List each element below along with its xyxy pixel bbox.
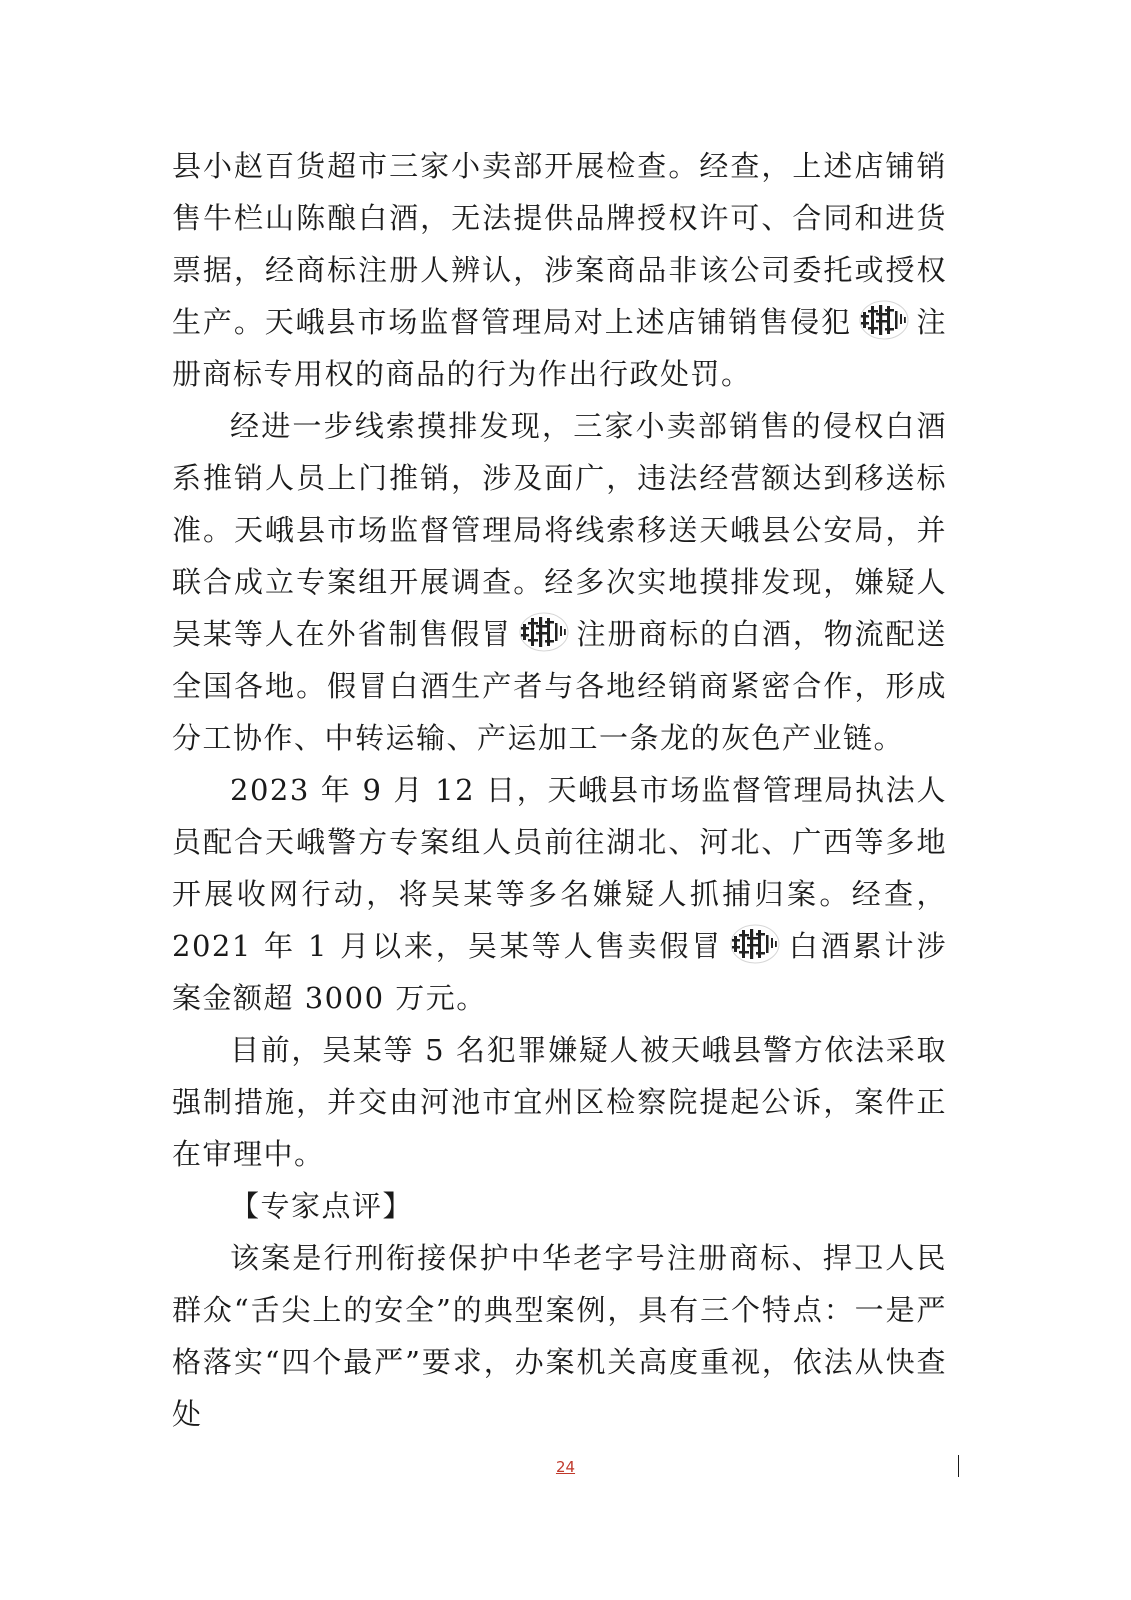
page-number: 24 xyxy=(555,1458,576,1476)
paragraph-text: 【专家点评】 xyxy=(230,1189,414,1223)
paragraph xyxy=(172,140,947,400)
paragraph xyxy=(172,1024,947,1180)
paragraph-text: 白酒累计涉案金额超 3000 万元。 xyxy=(172,929,947,1015)
paragraph xyxy=(172,1232,947,1440)
paragraph-text: 2023 年 9 月 12 日，天峨县市场监督管理局执法人员配合天峨警方专案组人员前往湖北、河北、广西等多地开展收网行动，将吴某等多名嫌疑人抓捕归案。经查，2021 年 1 月以来，吴某等人售卖假冒 xyxy=(172,773,947,963)
paragraph-text: 注册商标的白酒，物流配送全国各地。假冒白酒生产者与各地经销商紧密合作，形成分工协作、中转运输、产运加工一条龙的灰色产业链。 xyxy=(172,617,947,755)
trademark-logo-icon xyxy=(729,924,781,964)
body-text xyxy=(172,140,947,1440)
paragraph-text: 县小赵百货超市三家小卖部开展检查。经查，上述店铺销售牛栏山陈酿白酒，无法提供品牌授权许可、合同和进货票据，经商标注册人辨认，涉案商品非该公司委托或授权生产。天峨县市场监督管理局对上述店铺销售侵犯 xyxy=(172,149,947,339)
paragraph-text: 经进一步线索摸排发现，三家小卖部销售的侵权白酒系推销人员上门推销，涉及面广，违法经营额达到移送标准。天峨县市场监督管理局将线索移送天峨县公安局，并联合成立专案组开展调查。经多次实地摸排发现，嫌疑人吴某等人在外省制售假冒 xyxy=(172,409,947,651)
paragraph-text: 该案是行刑衔接保护中华老字号注册商标、捍卫人民群众“舌尖上的安全”的典型案例，具有三个特点：一是严格落实“四个最严”要求，办案机关高度重视，依法从快查处 xyxy=(172,1241,947,1431)
paragraph xyxy=(172,764,947,1024)
trademark-logo-icon xyxy=(858,300,910,340)
paragraph-text: 目前，吴某等 5 名犯罪嫌疑人被天峨县警方依法采取强制措施，并交由河池市宜州区检察院提起公诉，案件正在审理中。 xyxy=(172,1033,947,1171)
margin-mark xyxy=(958,1455,959,1477)
paragraph xyxy=(172,1180,947,1232)
paragraph-text: 注册商标专用权的商品的行为作出行政处罚。 xyxy=(172,305,947,391)
paragraph xyxy=(172,400,947,764)
trademark-logo-icon xyxy=(518,612,570,652)
